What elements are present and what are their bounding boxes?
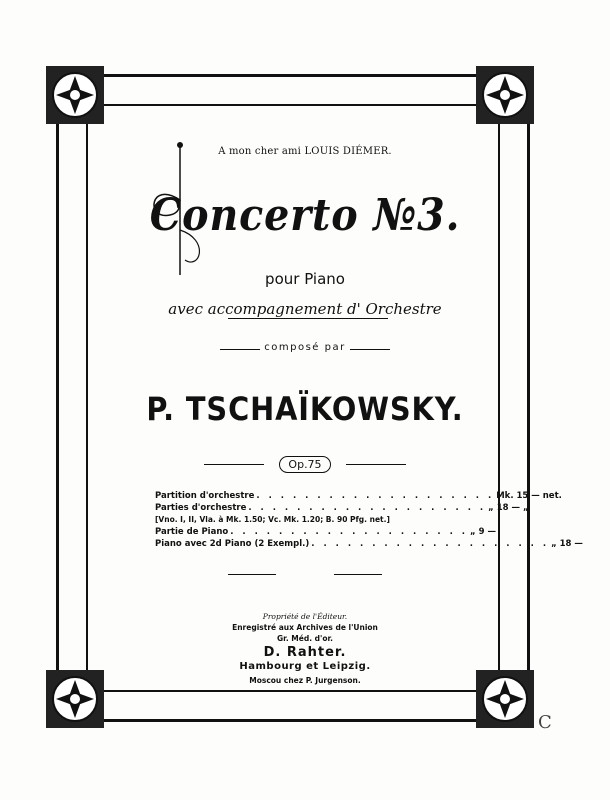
leader-dots: . . . . . . . . . . . . . . . . . . . . [256, 491, 495, 501]
divider-left [228, 574, 276, 575]
publisher-property: Propriété de l'Éditeur. [262, 612, 348, 621]
corner-ornament-icon [44, 64, 106, 126]
subtitle-accompaniment: avec accompagnement d' Orchestre [168, 300, 442, 318]
subtitle-pour-piano: pour Piano [265, 270, 345, 288]
publisher-cities: Hambourg et Leipzig. [239, 661, 371, 672]
composer-name: P. TSCHAÏKOWSKY. [146, 390, 464, 428]
publisher-registered: Enregistré aux Archives de l'Union [232, 623, 378, 632]
opus-number: Op.75 [0, 456, 610, 473]
subtitle-rule [228, 318, 388, 319]
leader-dots: . . . . . . . . . . . . . . . . . . . . [311, 539, 550, 549]
edition-row: Piano avec 2d Piano (2 Exempl.) . . . . . . . . . . . . . . . . . . . . „ 18 — [155, 539, 583, 549]
publisher-medal: Gr. Méd. d'or. [277, 634, 333, 643]
leader-dots: . . . . . . . . . . . . . . . . . . . . [230, 527, 469, 537]
flourish-right [350, 349, 390, 350]
leader-dots: . . . . . . . . . . . . . . . . . . . . [248, 503, 487, 513]
opus-rule-right [346, 464, 406, 465]
editions-list [155, 490, 583, 550]
divider-right [334, 574, 382, 575]
edition-row: Partition d'orchestre . . . . . . . . . . . . . . . . . . . . Mk. 15 — net. [155, 491, 562, 501]
flourish-left [220, 349, 260, 350]
corner-ornament-icon [474, 64, 536, 126]
edition-row: Partie de Piano . . . . . . . . . . . . . . . . . . . . „ 9 — [155, 527, 496, 537]
publisher-agent: Moscou chez P. Jurgenson. [249, 676, 361, 685]
margin-mark: C [538, 712, 552, 733]
title: Concerto №3. [149, 190, 461, 241]
dedication: A mon cher ami LOUIS DIÉMER. [218, 146, 392, 157]
edition-row: [Vno. I, II, Vla. à Mk. 1.50; Vc. Mk. 1.20; B. 90 Pfg. net.] [155, 515, 390, 524]
publisher-name: D. Rahter. [263, 645, 347, 660]
edition-row: Parties d'orchestre . . . . . . . . . . . . . . . . . . . . „ 18 — „ [155, 503, 529, 513]
composed-by-label: composé par [264, 342, 346, 353]
